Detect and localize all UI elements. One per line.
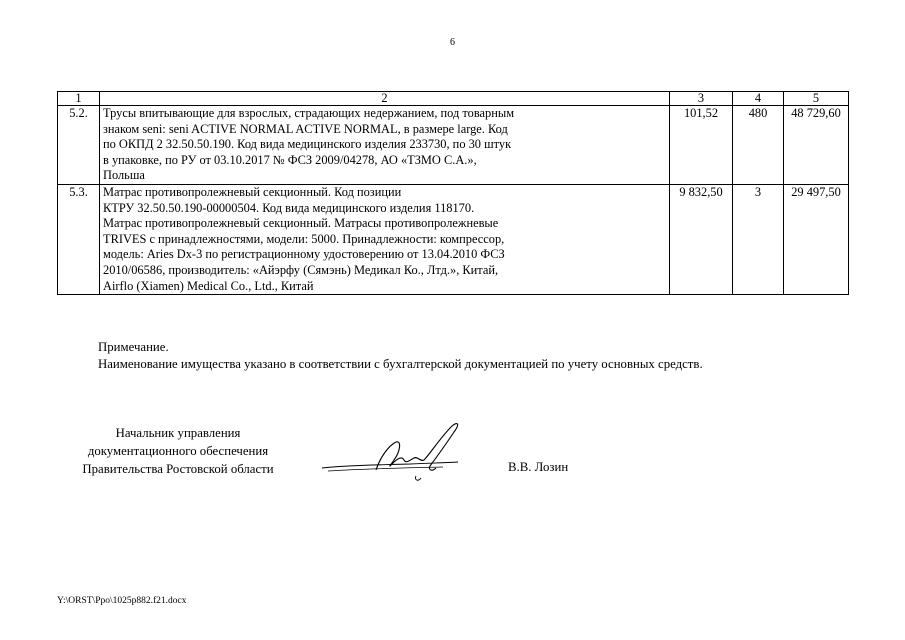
description-line: Airflo (Xiamen) Medical Co., Ltd., Китай [103, 278, 314, 293]
signer-title-line: Начальник управления [115, 426, 241, 440]
header-col-3: 3 [670, 92, 733, 106]
signer-name: В.В. Лозин [508, 460, 569, 474]
description-line: Матрас противопролежневый секционный. Матрасы противопролежневые [103, 216, 499, 231]
description-line: знаком seni: seni ACTIVE NORMAL ACTIVE NORMAL, в размере large. Код [103, 121, 508, 136]
description-line: модель: Aries Dx-3 по регистрационному удостоверению от 13.04.2010 ФСЗ [103, 247, 505, 262]
header-col-2: 2 [100, 92, 670, 106]
item-description [100, 106, 670, 185]
page-number: 6 [450, 37, 455, 48]
note-block [98, 339, 703, 373]
item-price: 9 832,50 [670, 184, 733, 294]
description-line: КТРУ 32.50.50.190-00000504. Код вида медицинского изделия 118170. [103, 200, 475, 215]
item-description [100, 184, 670, 294]
note-heading: Примечание. [98, 340, 169, 354]
item-total: 48 729,60 [784, 106, 849, 185]
row-number: 5.2. [58, 106, 100, 185]
signature [318, 418, 478, 488]
signer-title-line: Правительства Ростовской области [82, 462, 274, 476]
header-col-1: 1 [58, 92, 100, 106]
note-text: Наименование имущества указано в соответствии с бухгалтерской документацией по учету основных средств. [98, 357, 703, 371]
asset-table [57, 91, 849, 295]
table-header-row [58, 92, 849, 106]
signer-title-line: документационного обеспечения [87, 444, 269, 458]
item-total: 29 497,50 [784, 184, 849, 294]
header-col-4: 4 [733, 92, 784, 106]
description-line: Матрас противопролежневый секционный. Код позиции [103, 184, 402, 199]
item-quantity: 480 [733, 106, 784, 185]
item-price: 101,52 [670, 106, 733, 185]
row-number: 5.3. [58, 184, 100, 294]
description-line: Трусы впитывающие для взрослых, страдающих недержанием, под товарным [103, 106, 515, 120]
item-quantity: 3 [733, 184, 784, 294]
signer-title [58, 424, 298, 478]
header-col-5: 5 [784, 92, 849, 106]
description-line: в упаковке, по РУ от 03.10.2017 № ФСЗ 2009/04278, АО «ТЗМО С.А.», [103, 152, 477, 167]
description-line: TRIVES с принадлежностями, модели: 5000. Принадлежности: компрессор, [103, 231, 505, 246]
description-line: 2010/06586, производитель: «Айэрфу (Сямэнь) Медикал Ко., Лтд.», Китай, [103, 262, 499, 277]
file-path: Y:\ORST\Ppo\1025p882.f21.docx [57, 596, 187, 606]
description-line: Польша [103, 168, 145, 183]
table-row [58, 106, 849, 185]
table-row [58, 184, 849, 294]
description-line: по ОКПД 2 32.50.50.190. Код вида медицинского изделия 233730, по 30 штук [103, 137, 512, 152]
